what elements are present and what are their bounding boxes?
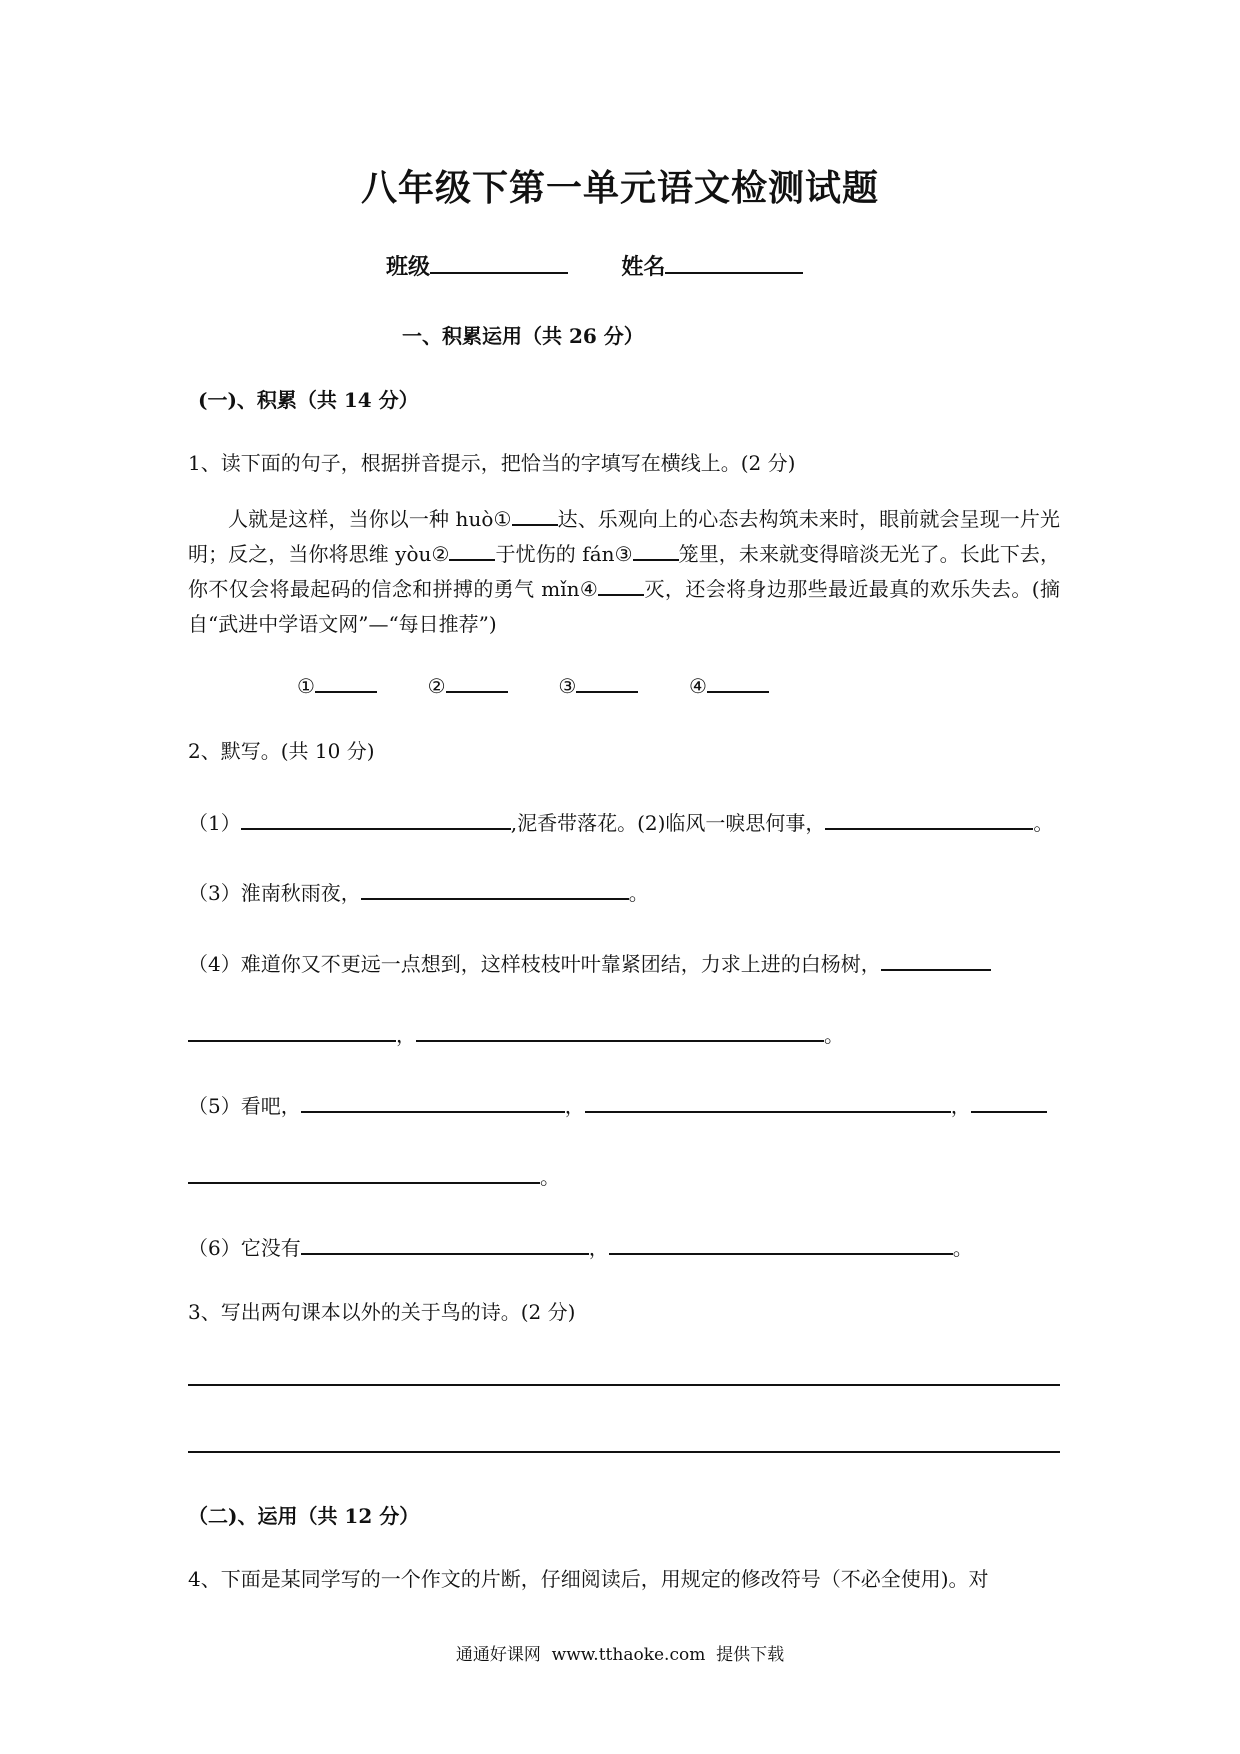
blank-1 — [512, 523, 558, 526]
q2-item-3: （3）淮南秋雨夜， 。 — [188, 881, 649, 905]
class-name-row — [386, 250, 803, 281]
answer-1-blank — [315, 690, 377, 693]
dictation-blank — [609, 1252, 953, 1255]
class-label: 班级 — [386, 254, 431, 280]
q2-prompt: 2、默写。(共 10 分) — [188, 739, 375, 763]
dictation-blank — [188, 1181, 540, 1184]
dictation-blank — [241, 827, 511, 830]
q2-item-4-line2: ， 。 — [188, 1019, 844, 1048]
section1-heading: 一、积累运用（共 26 分） — [402, 324, 644, 348]
dictation-blank — [301, 1252, 589, 1255]
answer-3-label: ③ — [558, 674, 577, 698]
q2-item-6: （6）它没有 ， 。 — [188, 1236, 973, 1260]
answer-line — [188, 1451, 1060, 1453]
q1-prompt: 1、读下面的句子，根据拼音提示，把恰当的字填写在横线上。(2 分) — [188, 451, 796, 475]
blank-4 — [598, 593, 644, 596]
dictation-blank — [416, 1039, 824, 1042]
q2-item-5-line2: 。 — [188, 1161, 560, 1190]
q1-answer-row — [297, 674, 769, 698]
name-blank — [665, 271, 803, 274]
name-label: 姓名 — [621, 254, 666, 280]
q1-passage: 人就是这样，当你以一种 huò① 达、乐观向上的心态去构筑未来时，眼前就会呈现一片光明；反之，当你将思维 yòu② 于忧伤的 fán③ 笼里，未来就变得暗淡无光了。长此下去，你不仅会将最起码的信念和拼搏的勇气 mǐn④ 灭，还会将身边那些最近最真的欢乐失去。(摘自“武进中学语文网”—“每日推荐”) — [188, 507, 1061, 636]
class-blank — [430, 271, 568, 274]
page-title: 八年级下第一单元语文检测试题 — [360, 168, 879, 209]
q2-item-1-2: （1） ,泥香带落花。(2)临风一唳思何事， 。 — [188, 811, 1054, 835]
answer-4-blank — [707, 690, 769, 693]
dictation-blank — [585, 1110, 951, 1113]
dictation-blank — [825, 827, 1033, 830]
answer-3-blank — [576, 690, 638, 693]
dictation-blank — [188, 1039, 396, 1042]
blank-3 — [633, 558, 679, 561]
blank-2 — [449, 558, 495, 561]
q2-item-4-line1: （4）难道你又不更远一点想到，这样枝枝叶叶靠紧团结，力求上进的白杨树， — [188, 948, 991, 977]
q4-prompt: 4、下面是某同学写的一个作文的片断，仔细阅读后，用规定的修改符号（不必全使用)。对 — [188, 1567, 989, 1591]
part2-heading: （二)、运用（共 12 分） — [188, 1504, 420, 1528]
part1-heading: (一)、积累（共 14 分） — [198, 388, 419, 412]
dictation-blank — [301, 1110, 565, 1113]
dictation-blank — [361, 897, 629, 900]
dictation-blank — [971, 1110, 1047, 1113]
answer-4-label: ④ — [688, 674, 707, 698]
answer-2-label: ② — [427, 674, 446, 698]
answer-2-blank — [446, 690, 508, 693]
answer-line — [188, 1384, 1060, 1386]
answer-1-label: ① — [297, 674, 315, 698]
page-footer: 通通好课网 www.tthaoke.com 提供下载 — [455, 1645, 785, 1665]
q3-prompt: 3、写出两句课本以外的关于鸟的诗。(2 分) — [188, 1300, 576, 1324]
dictation-blank — [881, 968, 991, 971]
q2-item-5-line1: （5）看吧， ， ， — [188, 1090, 1047, 1119]
